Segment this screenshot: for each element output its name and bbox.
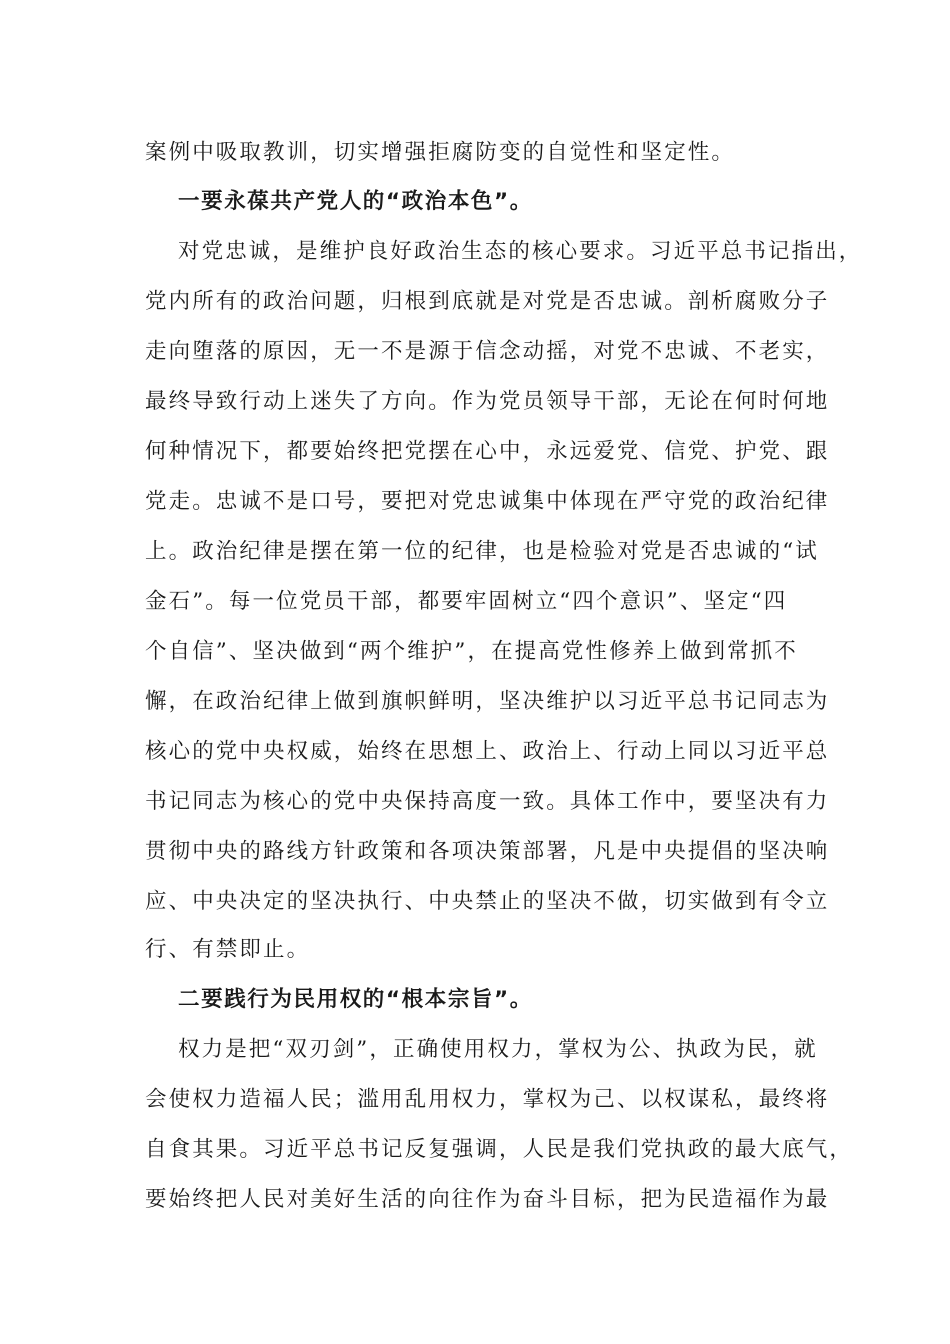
body-text-line: 最终导致行动上迷失了方向。作为党员领导干部，无论在何时何地	[145, 389, 830, 414]
body-text-line: 应、中央决定的坚决执行、中央禁止的坚决不做，切实做到有令立	[145, 889, 830, 914]
section-heading-2: 二要践行为民用权的“根本宗旨”。	[178, 987, 533, 1012]
body-text-line: 党内所有的政治问题，归根到底就是对党是否忠诚。剖析腐败分子	[145, 289, 830, 314]
body-text-line: 行、有禁即止。	[145, 937, 311, 962]
body-text-line: 上。政治纪律是摆在第一位的纪律，也是检验对党是否忠诚的“试	[145, 539, 819, 564]
body-text-line: 金石”。每一位党员干部，都要牢固树立“四个意识”、坚定“四	[145, 589, 788, 614]
body-text-line: 懈，在政治纪律上做到旗帜鲜明，坚决维护以习近平总书记同志为	[145, 689, 830, 714]
body-text-line: 党走。忠诚不是口号，要把对党忠诚集中体现在严守党的政治纪律	[145, 489, 830, 514]
body-text-line: 案例中吸取教训，切实增强拒腐防变的自觉性和坚定性。	[145, 140, 736, 165]
body-text-line: 要始终把人民对美好生活的向往作为奋斗目标，把为民造福作为最	[145, 1187, 830, 1212]
body-text-line: 贯彻中央的路线方针政策和各项决策部署，凡是中央提倡的坚决响	[145, 839, 830, 864]
body-text-line: 个自信”、坚决做到“两个维护”，在提高党性修养上做到常抓不	[145, 639, 798, 664]
body-text-line: 核心的党中央权威，始终在思想上、政治上、行动上同以习近平总	[145, 739, 830, 764]
body-text-line: 书记同志为核心的党中央保持高度一致。具体工作中，要坚决有力	[145, 789, 830, 814]
body-text-line: 自食其果。习近平总书记反复强调，人民是我们党执政的最大底气，	[145, 1137, 854, 1162]
body-text-line: 何种情况下，都要始终把党摆在心中，永远爱党、信党、护党、跟	[145, 439, 830, 464]
paragraph-first-line: 权力是把“双刃剑”，正确使用权力，掌权为公、执政为民，就	[178, 1037, 818, 1062]
body-text-line: 走向堕落的原因，无一不是源于信念动摇，对党不忠诚、不老实，	[145, 339, 830, 364]
body-text-line: 会使权力造福人民；滥用乱用权力，掌权为己、以权谋私，最终将	[145, 1087, 830, 1112]
paragraph-first-line: 对党忠诚，是维护良好政治生态的核心要求。习近平总书记指出，	[178, 239, 863, 264]
section-heading-1: 一要永葆共产党人的“政治本色”。	[178, 189, 533, 214]
